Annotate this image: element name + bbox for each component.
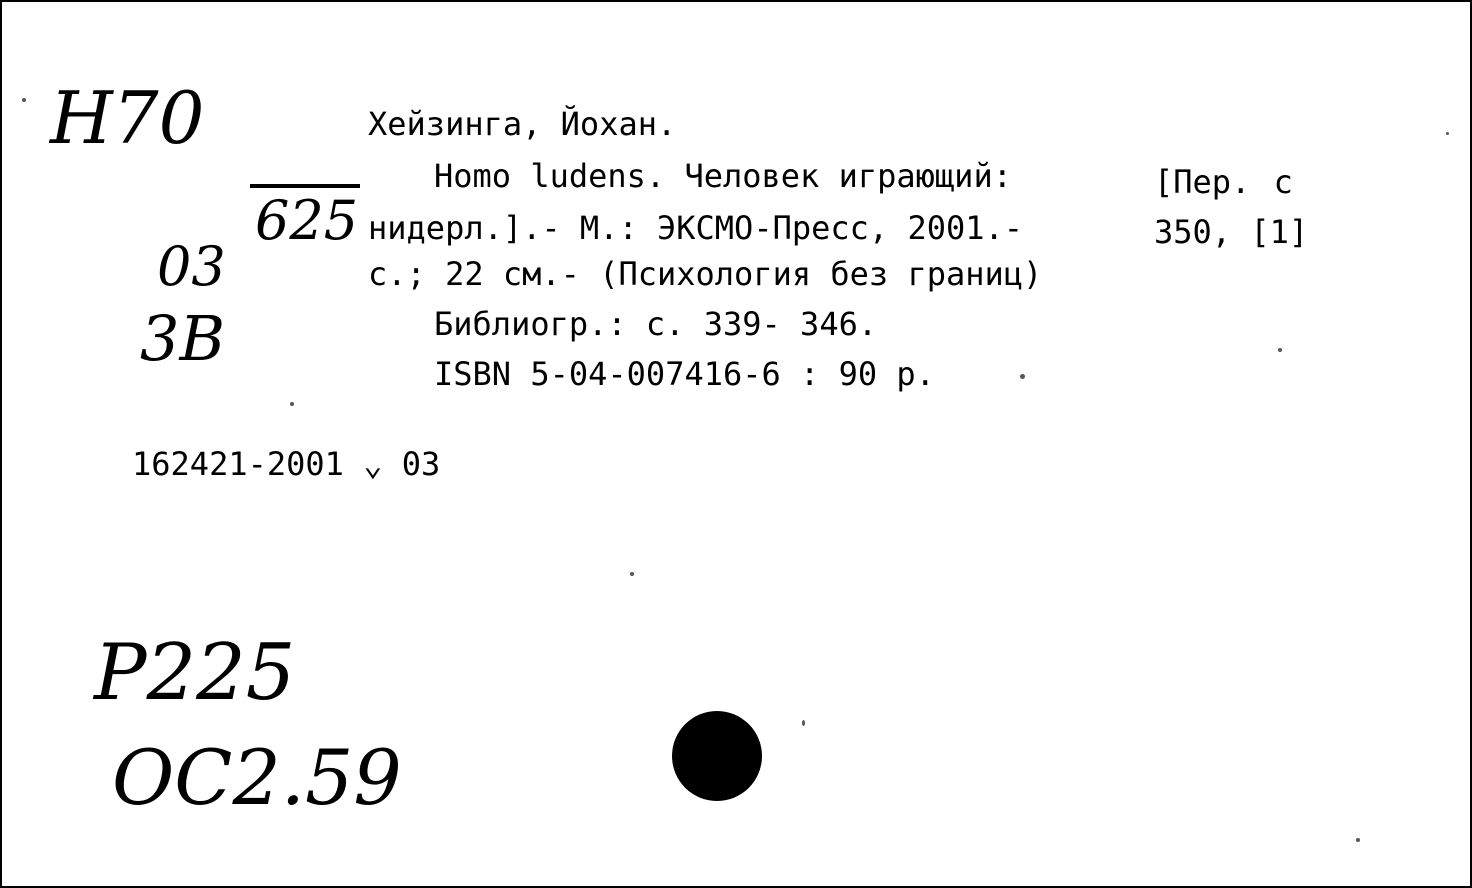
fraction-bar: [250, 184, 360, 188]
scan-speck: [22, 98, 26, 102]
scan-speck: [1020, 374, 1025, 379]
title-line-1: Homo ludens. Человек играющий:: [434, 157, 1012, 195]
bibliography: Библиогр.: с. 339- 346.: [434, 305, 878, 343]
record-id: 162421-2001 ⌄ 03: [132, 445, 441, 483]
title-line-2: нидерл.].- М.: ЭКСМО-Пресс, 2001.-: [368, 209, 1024, 247]
shelf-mark-2: ОС2.59: [112, 733, 402, 822]
punch-hole: [672, 711, 762, 801]
scan-speck: [802, 720, 805, 726]
scan-speck: [1356, 838, 1360, 842]
call-number-denominator: 625: [255, 189, 359, 252]
code-2: 3В: [140, 302, 226, 375]
scan-speck: [1278, 348, 1282, 352]
pages-note: 350, [1]: [1154, 213, 1309, 251]
scan-speck: [630, 572, 634, 576]
translation-note: [Пер. с: [1154, 163, 1293, 201]
call-number: [50, 76, 359, 252]
shelf-mark-1: Р225: [94, 628, 296, 718]
scan-speck: [290, 402, 294, 406]
code-1: 03: [157, 235, 226, 298]
scan-speck: [1446, 132, 1449, 135]
call-number-numerator: Н70: [50, 76, 205, 160]
isbn: ISBN 5-04-007416-6 : 90 р.: [434, 355, 935, 393]
title-line-3: с.; 22 см.- (Психология без границ): [368, 255, 1043, 293]
author: Хейзинга, Йохан.: [368, 105, 677, 143]
